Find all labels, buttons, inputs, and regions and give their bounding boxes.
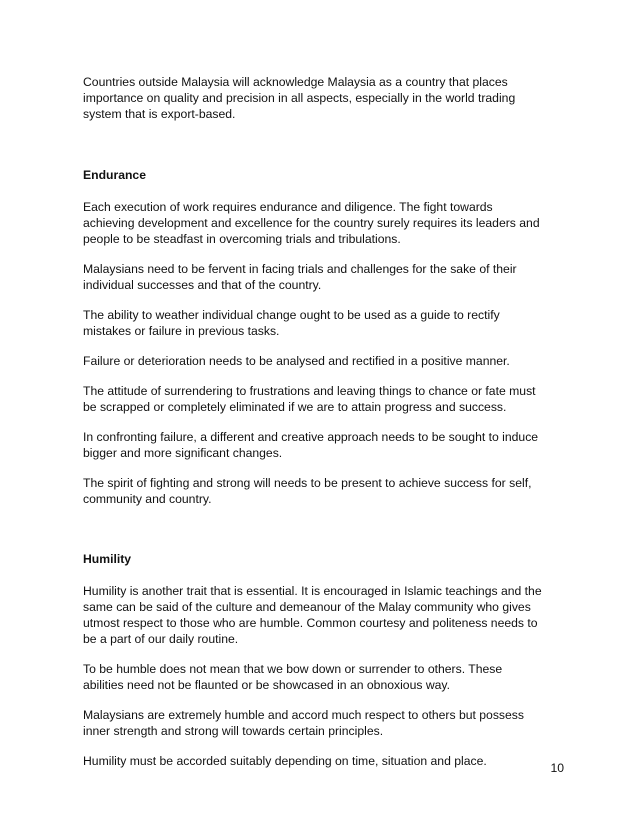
paragraph: [83, 753, 563, 769]
text-line: Failure or deterioration needs to be analysed and rectified in a positive manner.: [83, 354, 510, 368]
paragraph: [83, 261, 563, 293]
paragraph: [83, 353, 563, 369]
text-line: abilities need not be flaunted or be showcased in an obnoxious way.: [83, 678, 450, 692]
text-line: Malaysians need to be fervent in facing trials and challenges for the sake of their: [83, 262, 517, 276]
text-line: In confronting failure, a different and creative approach needs to be sought to induce: [83, 430, 539, 444]
text-line: importance on quality and precision in all aspects, especially in the world trading: [83, 91, 516, 105]
text-line: inner strength and strong will towards certain principles.: [83, 724, 384, 738]
text-line: people to be steadfast in overcoming trials and tribulations.: [83, 232, 401, 246]
text-line: same can be said of the culture and demeanour of the Malay community who gives: [83, 600, 531, 614]
text-line: The ability to weather individual change ought to be used as a guide to rectify: [83, 308, 500, 322]
text-line: bigger and more significant changes.: [83, 446, 283, 460]
paragraph: [83, 307, 563, 339]
section-heading-humility: Humility: [83, 552, 132, 566]
text-line: To be humble does not mean that we bow down or surrender to others. These: [83, 662, 503, 676]
paragraph: [83, 707, 563, 739]
section-heading-endurance: Endurance: [83, 168, 146, 182]
text-line: The attitude of surrendering to frustrations and leaving things to chance or fate must: [83, 384, 536, 398]
paragraph-intro: [83, 74, 563, 122]
paragraph: [83, 429, 563, 461]
text-line: be scrapped or completely eliminated if we are to attain progress and success.: [83, 400, 507, 414]
paragraph: [83, 661, 563, 693]
text-line: achieving development and excellence for the country surely requires its leaders and: [83, 216, 540, 230]
text-line: utmost respect to those who are humble. Common courtesy and politeness needs to: [83, 616, 538, 630]
text-line: Humility must be accorded suitably depending on time, situation and place.: [83, 754, 487, 768]
text-line: Countries outside Malaysia will acknowledge Malaysia as a country that places: [83, 75, 508, 89]
text-line: individual successes and that of the country.: [83, 278, 322, 292]
paragraph: [83, 199, 563, 247]
document-page: [83, 74, 563, 769]
text-line: The spirit of fighting and strong will needs to be present to achieve success for self,: [83, 476, 532, 490]
text-line: community and country.: [83, 492, 212, 506]
text-line: be a part of our daily routine.: [83, 632, 239, 646]
text-line: Malaysians are extremely humble and accord much respect to others but possess: [83, 708, 524, 722]
text-line: mistakes or failure in previous tasks.: [83, 324, 280, 338]
text-line: Each execution of work requires endurance and diligence. The fight towards: [83, 200, 493, 214]
text-line: system that is export-based.: [83, 107, 236, 121]
paragraph: [83, 583, 563, 647]
paragraph: [83, 475, 563, 507]
text-line: Humility is another trait that is essential. It is encouraged in Islamic teachings and the: [83, 584, 542, 598]
paragraph: [83, 383, 563, 415]
page-number: 10: [550, 761, 564, 775]
